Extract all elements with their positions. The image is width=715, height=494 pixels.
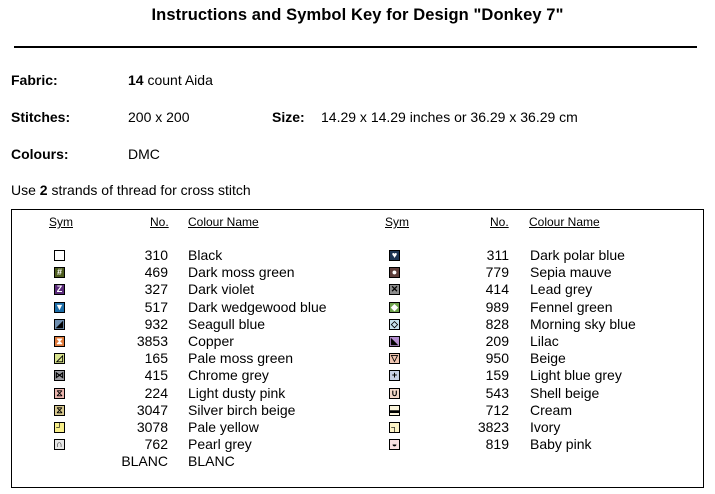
dmc-number: 517 [144, 299, 168, 315]
colour-name: Lilac [530, 333, 559, 349]
dmc-number: 159 [485, 367, 509, 383]
colour-name: Cream [530, 402, 573, 418]
colour-name: Black [188, 247, 223, 263]
dmc-number: 950 [485, 350, 509, 366]
symbol-swatch-icon: ◿ [54, 353, 65, 364]
symbol-swatch-icon: ♥ [389, 250, 400, 261]
dmc-number: 414 [485, 281, 509, 297]
colour-name: Shell beige [530, 385, 600, 401]
fabric-count: 14 [128, 72, 144, 88]
colour-name: Light blue grey [530, 367, 622, 383]
colour-name: Ivory [530, 419, 561, 435]
dmc-number: 327 [144, 281, 168, 297]
colour-name: Dark polar blue [530, 247, 625, 263]
size-value: 14.29 x 14.29 inches or 36.29 x 36.29 cm [321, 109, 578, 125]
dmc-number: 779 [485, 264, 509, 280]
stitches-label: Stitches: [11, 109, 71, 125]
colour-name: Dark moss green [188, 264, 295, 280]
dmc-number: 543 [485, 385, 509, 401]
colour-name: Fennel green [530, 299, 613, 315]
colour-name: Pearl grey [188, 436, 252, 452]
colours-label: Colours: [11, 146, 69, 162]
symbol-swatch-icon: ∪ [389, 388, 400, 399]
dmc-number: 311 [486, 247, 509, 263]
symbol-swatch-icon: ⧖ [54, 405, 65, 416]
dmc-number: 165 [144, 350, 168, 366]
dmc-number: 415 [144, 367, 168, 383]
usage-strands: 2 [39, 182, 48, 198]
header-name-left: Colour Name [188, 215, 259, 229]
colour-name: Copper [188, 333, 234, 349]
colour-name: Sepia mauve [530, 264, 612, 280]
colour-name: Dark wedgewood blue [188, 299, 327, 315]
symbol-swatch-icon: ┐ [389, 422, 400, 433]
dmc-number: 932 [144, 316, 168, 332]
header-no-right: No. [490, 215, 509, 229]
colour-name: Dark violet [188, 281, 255, 297]
colour-name: Beige [530, 350, 566, 366]
dmc-number: 469 [144, 264, 168, 280]
dmc-number: 3047 [136, 402, 168, 418]
symbol-swatch-icon: ◢ [54, 319, 65, 330]
colour-name: Lead grey [530, 281, 593, 297]
dmc-number: BLANC [121, 453, 168, 469]
colour-name: Light dusty pink [188, 385, 286, 401]
symbol-swatch-icon: ◇ [389, 319, 400, 330]
symbol-swatch-icon: ┘ [54, 422, 65, 433]
symbol-swatch-icon: ◆ [389, 302, 400, 313]
colour-name: Pale moss green [188, 350, 294, 366]
dmc-number: 209 [485, 333, 509, 349]
dmc-number: 3078 [136, 419, 168, 435]
dmc-number: 989 [485, 299, 509, 315]
symbol-swatch-icon: ✕ [390, 284, 399, 294]
symbol-swatch-icon: ▽ [389, 353, 400, 364]
symbol-swatch-icon: ∩ [54, 439, 65, 450]
symbol-swatch-icon: ▼ [55, 302, 64, 312]
dmc-number: 224 [144, 385, 168, 401]
dmc-number: 819 [485, 436, 509, 452]
colour-name: Seagull blue [188, 316, 266, 332]
dmc-number: 3853 [136, 333, 168, 349]
fabric-unit: count Aida [147, 72, 213, 88]
colour-name: Chrome grey [188, 367, 269, 383]
dmc-number: 762 [144, 436, 168, 452]
header-sym-right: Sym [385, 215, 409, 229]
header-no-left: No. [150, 215, 169, 229]
page-title: Instructions and Symbol Key for Design "Donkey 7" [151, 6, 564, 24]
symbol-swatch-icon: ◒ [389, 439, 400, 450]
stitches-value: 200 x 200 [128, 109, 190, 125]
colour-name: Baby pink [530, 436, 592, 452]
header-name-right: Colour Name [529, 215, 600, 229]
symbol-swatch-icon: ⋈ [55, 370, 64, 380]
colour-name: BLANC [188, 453, 235, 469]
symbol-swatch-icon [54, 250, 65, 261]
symbol-swatch-icon: Z [54, 284, 65, 295]
dmc-number: 310 [144, 247, 168, 263]
dmc-number: 3823 [477, 419, 509, 435]
title-rule [14, 46, 697, 48]
fabric-label: Fabric: [11, 72, 58, 88]
symbol-swatch-icon [54, 456, 65, 467]
symbol-swatch-icon: ◣ [389, 336, 400, 347]
symbol-swatch-icon: ⧖ [54, 388, 65, 399]
usage-instruction [11, 182, 251, 198]
symbol-swatch-icon: # [54, 267, 65, 278]
colour-name: Morning sky blue [530, 316, 636, 332]
symbol-swatch-icon: ⧗ [54, 336, 65, 347]
dmc-number: 712 [485, 402, 509, 418]
symbol-swatch-icon: + [389, 370, 400, 381]
usage-prefix: Use [11, 182, 40, 198]
symbol-swatch-icon: ● [389, 267, 400, 278]
dmc-number: 828 [485, 316, 509, 332]
usage-suffix: strands of thread for cross stitch [47, 182, 251, 198]
header-sym-left: Sym [49, 215, 73, 229]
colour-name: Pale yellow [188, 419, 259, 435]
colour-name: Silver birch beige [188, 402, 296, 418]
colours-value: DMC [128, 146, 160, 162]
fabric-value [128, 72, 213, 88]
symbol-swatch-icon: ▬ [390, 405, 399, 415]
size-label: Size: [272, 109, 305, 125]
